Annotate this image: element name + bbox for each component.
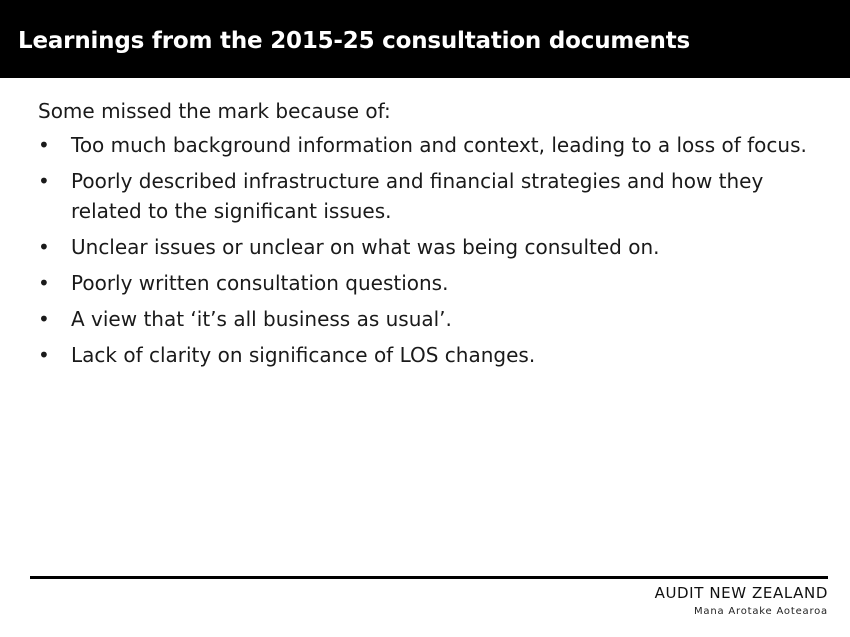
bullet-icon: • (38, 235, 50, 259)
bullet-text: Poorly described infrastructure and financial strategies and how they related to the significant issues. (71, 169, 764, 223)
intro-text: Some missed the mark because of: (38, 99, 391, 123)
bullet-item (38, 166, 808, 226)
bullet-item (38, 130, 808, 160)
bullet-icon: • (38, 307, 50, 331)
bullet-text: Too much background information and context, leading to a loss of focus. (71, 133, 807, 157)
bullet-text: Poorly written consultation questions. (71, 271, 449, 295)
bullet-item (38, 232, 808, 262)
bullet-item (38, 304, 808, 334)
bullet-item (38, 340, 808, 370)
logo-tagline: Mana Arotake Aotearoa (694, 606, 828, 617)
logo-wordmark: AUDIT NEW ZEALAND (654, 584, 828, 602)
bullet-text: Unclear issues or unclear on what was being consulted on. (71, 235, 660, 259)
bullet-icon: • (38, 133, 50, 157)
bullet-icon: • (38, 169, 50, 193)
bullet-text: A view that ‘it’s all business as usual’. (71, 307, 452, 331)
bullet-icon: • (38, 343, 50, 367)
slide-content (38, 96, 808, 376)
title-bar (0, 0, 850, 78)
bullet-icon: • (38, 271, 50, 295)
slide-title: Learnings from the 2015-25 consultation documents (18, 28, 691, 54)
audit-nz-logo (655, 584, 828, 617)
bullet-text: Lack of clarity on significance of LOS changes. (71, 343, 536, 367)
footer-divider (30, 576, 828, 579)
bullet-item (38, 268, 808, 298)
bullet-list (38, 130, 808, 370)
